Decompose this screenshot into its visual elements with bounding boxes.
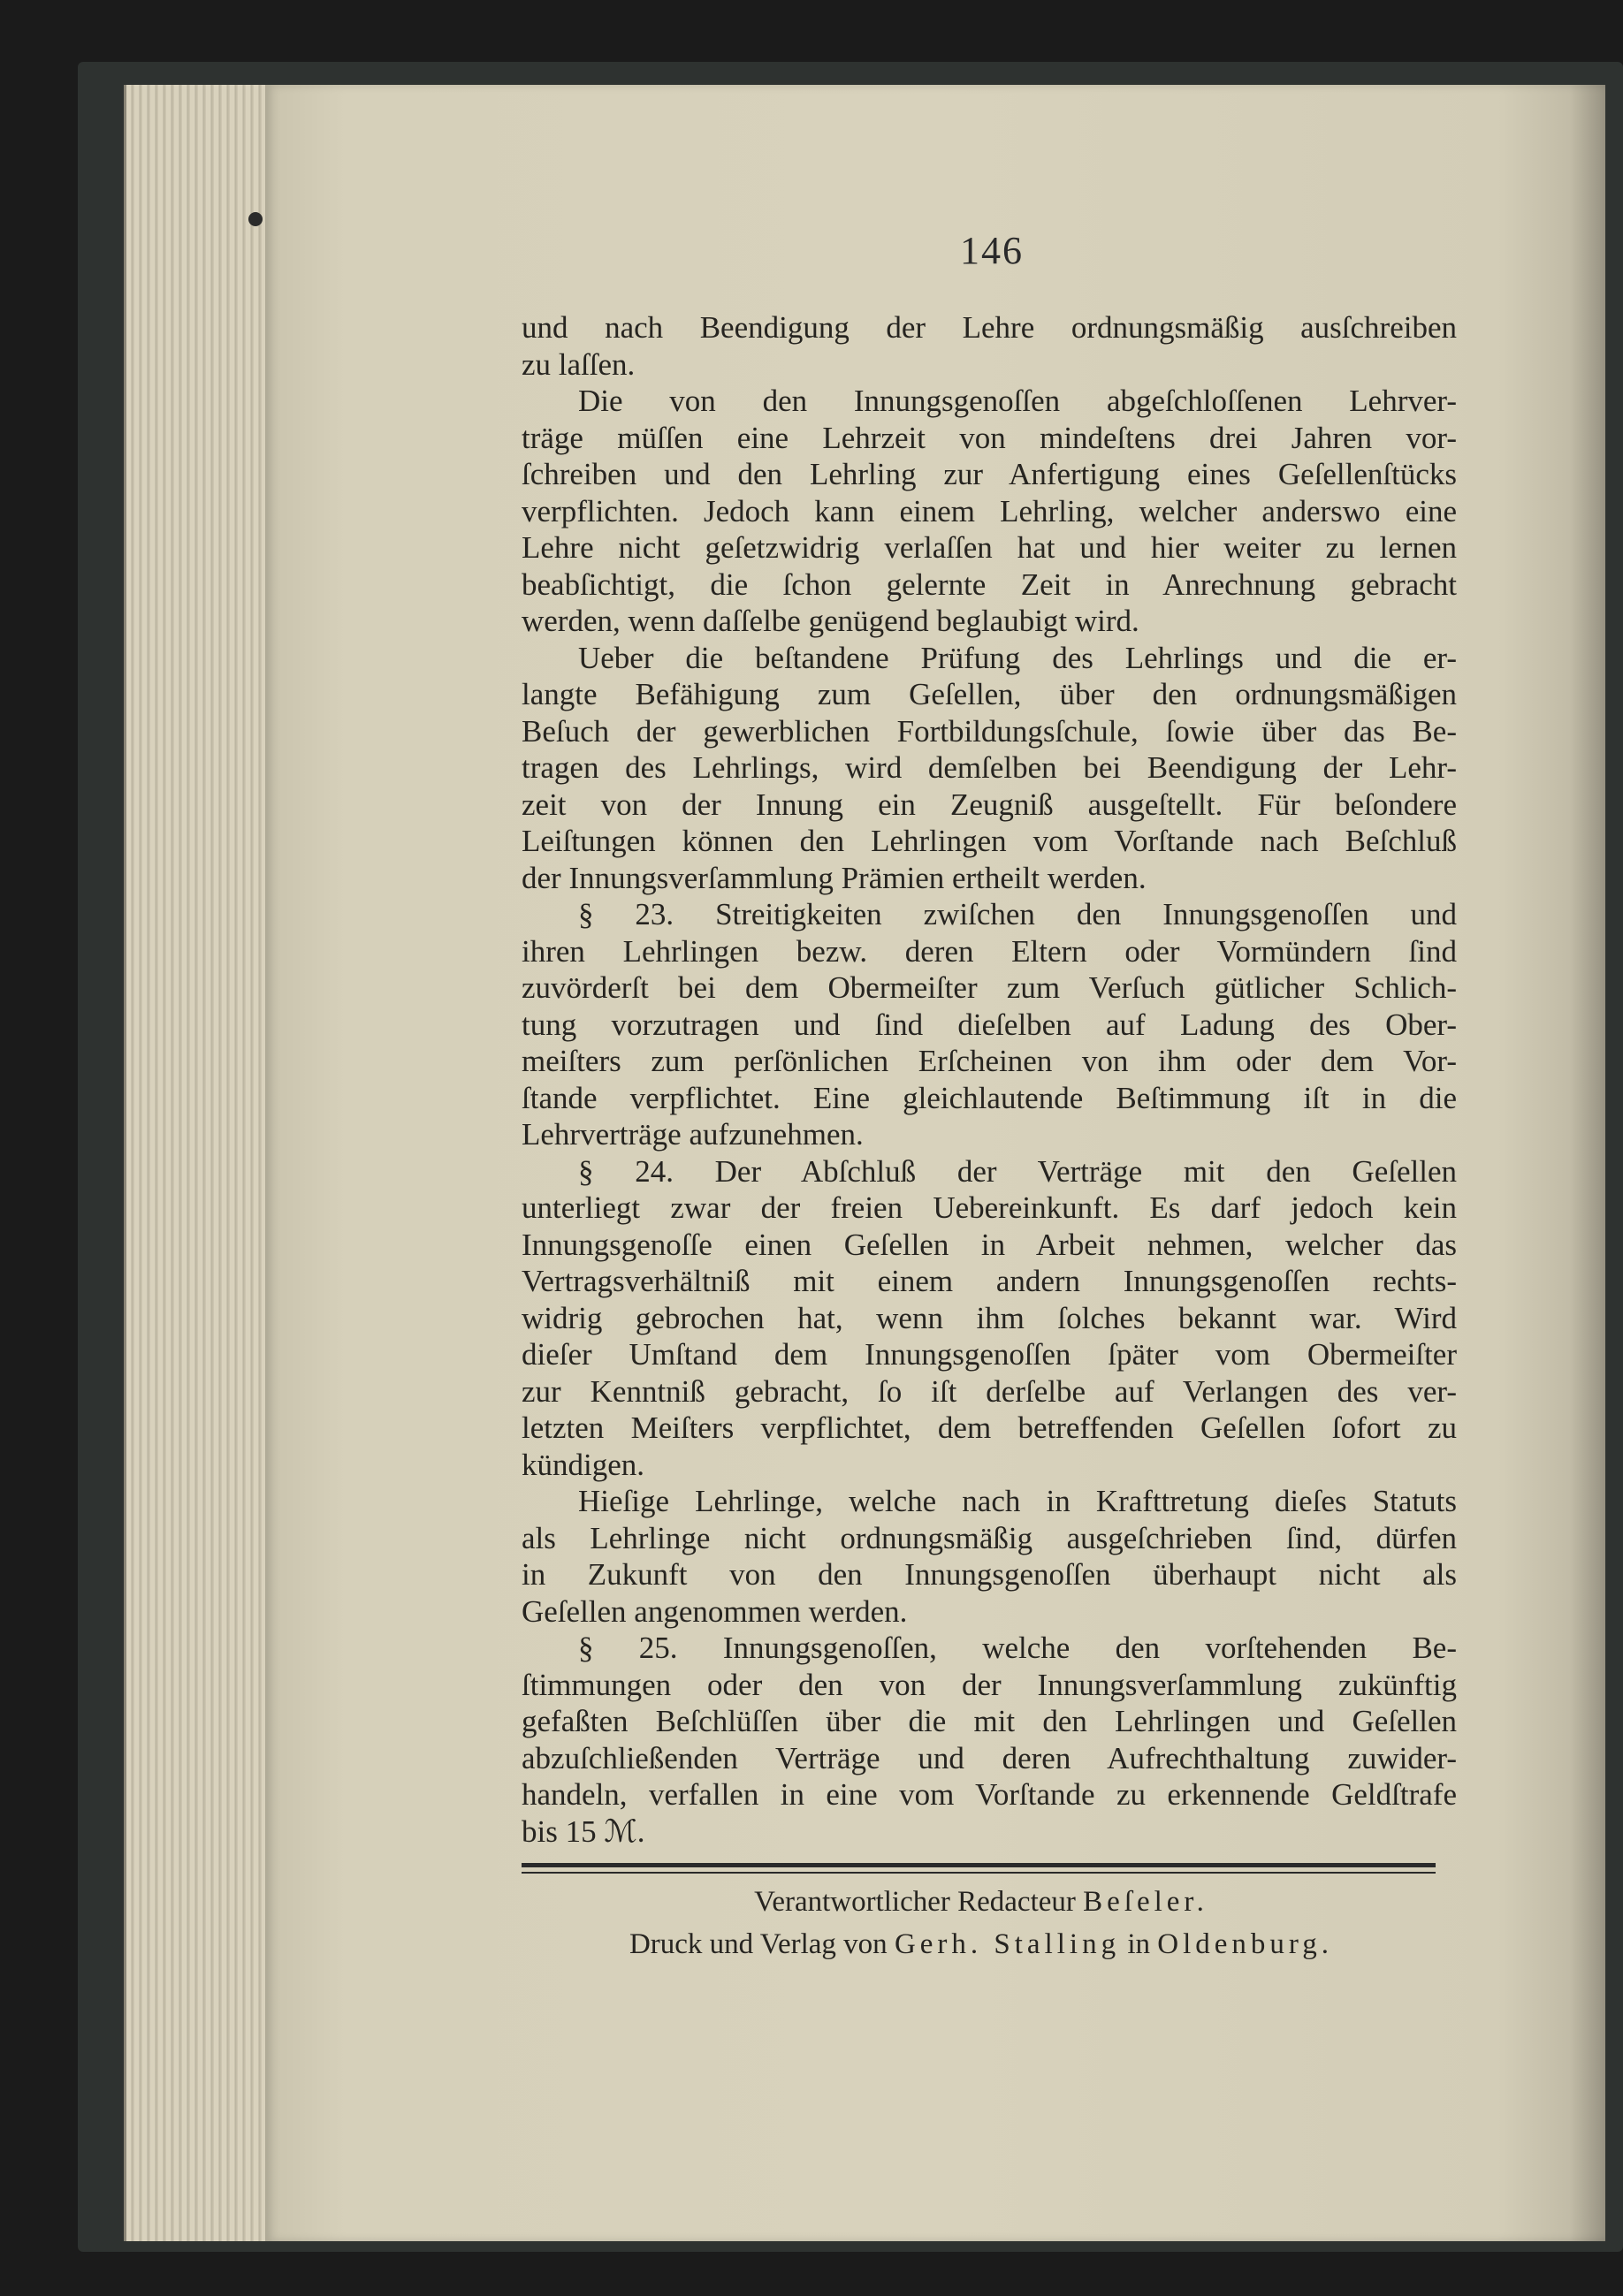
text-line: Die von den Innungsgenoſſen abgeſchloſſenen Lehrver- (578, 384, 1457, 418)
text-line: tung vorzutragen und ſind dieſelben auf Ladung des Ober- (522, 1007, 1457, 1042)
text-line: § 23. Streitigkeiten zwiſchen den Innungsgenoſſen und (578, 897, 1457, 931)
imprint-editor-label: Verantwortlicher Redacteur (754, 1886, 1084, 1918)
imprint-publisher (495, 1928, 1467, 1961)
text-line: bis 15 ℳ. (522, 1813, 645, 1849)
text-line: langte Befähigung zum Geſellen, über den ordnungsmäßigen (522, 677, 1457, 711)
text-line: Lehrverträge aufzunehmen. (522, 1117, 864, 1152)
text-line: gefaßten Beſchlüſſen über die mit den Lehrlingen und Geſellen (522, 1704, 1457, 1738)
text-line: Lehre nicht geſetzwidrig verlaſſen hat und hier weiter zu lernen (522, 530, 1457, 565)
text-line: handeln, verfallen in eine vom Vorſtande zu erkennende Geldſtrafe (522, 1777, 1457, 1812)
text-line: Vertragsverhältniß mit einem andern Innungsgenoſſen rechts- (522, 1264, 1457, 1298)
text-line: ihren Lehrlingen bezw. deren Eltern oder Vormündern ſind (522, 933, 1457, 969)
text-line: kündigen. (522, 1447, 645, 1482)
text-line: abzuſchließenden Verträge und deren Aufrechthaltung zuwider- (522, 1740, 1457, 1775)
text-line: § 25. Innungsgenoſſen, welche den vorſtehenden Be- (578, 1631, 1457, 1665)
text-line: Leiſtungen können den Lehrlingen vom Vorſtande nach Beſchluß (522, 824, 1457, 858)
text-line: als Lehrlinge nicht ordnungsmäßig ausgeſchrieben ſind, dürfen (522, 1520, 1457, 1555)
body-text (522, 309, 1457, 1850)
rule-thick (522, 1863, 1436, 1867)
text-line: zur Kenntniß gebracht, ſo iſt derſelbe auf Verlangen des ver- (522, 1373, 1457, 1409)
text-line: werden, wenn daſſelbe genügend beglaubigt wird. (522, 604, 1139, 638)
text-line: der Innungsverſammlung Prämien ertheilt werden. (522, 860, 1147, 895)
imprint-publisher-label: Druck und Verlag von (629, 1928, 895, 1960)
text-line: unterliegt zwar der freien Uebereinkunft. Es darf jedoch kein (522, 1190, 1457, 1225)
text-line: ſtimmungen oder den von der Innungsverſammlung zukünftig (522, 1667, 1457, 1702)
imprint-connector: in (1120, 1928, 1158, 1960)
imprint-editor-name: Beſeler. (1083, 1886, 1208, 1918)
text-line: ſtande verpflichtet. Eine gleichlautende Beſtimmung iſt in die (522, 1080, 1457, 1115)
imprint-publisher-name: Gerh. Stalling (894, 1928, 1121, 1960)
text-line: beabſichtigt, die ſchon gelernte Zeit in Anrechnung gebracht (522, 566, 1457, 602)
imprint-city: Oldenburg. (1157, 1928, 1334, 1960)
text-line: Geſellen angenommen werden. (522, 1593, 908, 1629)
text-line: Beſuch der gewerblichen Fortbildungsſchule, ſowie über das Be- (522, 713, 1457, 749)
text-line: und nach Beendigung der Lehre ordnungsmäßig ausſchreiben (522, 310, 1457, 345)
text-line: dieſer Umſtand dem Innungsgenoſſen ſpäter vom Obermeiſter (522, 1337, 1457, 1372)
text-line: § 24. Der Abſchluß der Verträge mit den Geſellen (578, 1153, 1457, 1189)
binding-hole (248, 212, 263, 226)
text-line: tragen des Lehrlings, wird demſelben bei Beendigung der Lehr- (522, 750, 1457, 785)
text-line: ſchreiben und den Lehrling zur Anfertigung eines Geſellenſtücks (522, 457, 1457, 491)
text-line: träge müſſen eine Lehrzeit von mindeſtens drei Jahren vor- (522, 420, 1457, 455)
text-line: Ueber die beſtandene Prüfung des Lehrlings und die er- (578, 640, 1457, 675)
text-line: in Zukunft von den Innungsgenoſſen überhaupt nicht als (522, 1557, 1457, 1592)
page-number: 146 (960, 229, 1024, 272)
text-line: letzten Meiſters verpflichtet, dem betreffenden Geſellen ſofort zu (522, 1410, 1457, 1445)
text-line: meiſters zum perſönlichen Erſcheinen von ihm oder dem Vor- (522, 1044, 1457, 1078)
text-line: widrig gebrochen hat, wenn ihm ſolches bekannt war. Wird (522, 1300, 1457, 1335)
text-line: zu laſſen. (522, 346, 636, 382)
footer-rule (522, 1863, 1436, 1874)
page-gutter-shadow (1570, 85, 1605, 2241)
text-line: Hieſige Lehrlinge, welche nach in Krafttretung dieſes Statuts (578, 1484, 1457, 1518)
text-line: verpflichten. Jedoch kann einem Lehrling, welcher anderswo eine (522, 493, 1457, 528)
text-line: Innungsgenoſſe einen Geſellen in Arbeit nehmen, welcher das (522, 1227, 1457, 1262)
rule-thin (522, 1872, 1436, 1874)
imprint-editor (495, 1886, 1467, 1919)
text-line: zeit von der Innung ein Zeugniß ausgeſtellt. Für beſondere (522, 787, 1457, 822)
text-line: zuvörderſt bei dem Obermeiſter zum Verſuch gütlicher Schlich- (522, 970, 1457, 1005)
